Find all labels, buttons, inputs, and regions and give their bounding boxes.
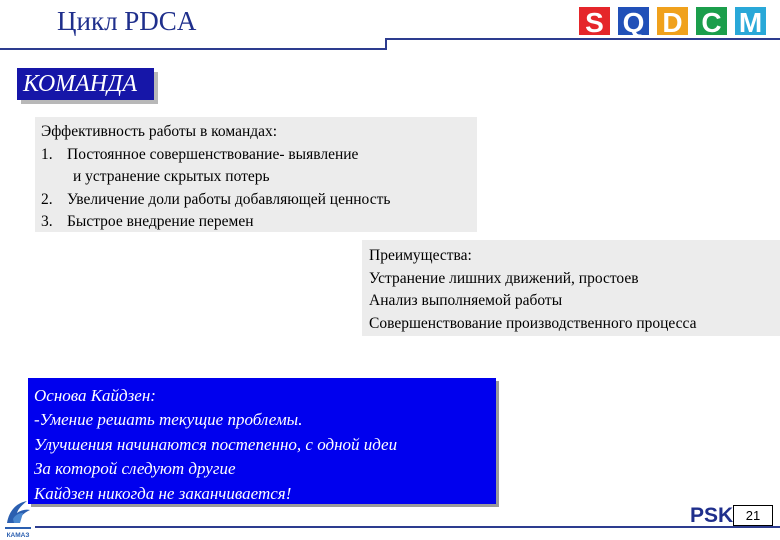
list-item <box>41 144 477 167</box>
list-number: 3. <box>41 213 53 230</box>
kaizen-line: Улучшения начинаются постепенно, с одной идеи <box>34 434 398 454</box>
kaizen-line: Основа Кайдзен: <box>34 386 156 405</box>
letter-d-badge: D <box>655 5 690 37</box>
logo-lettering: КАМАЗ <box>6 532 30 539</box>
kaizen-line: -Умение решать текущие проблемы. <box>34 410 303 430</box>
kaizen-box <box>28 378 496 504</box>
kamaz-logo-icon <box>3 497 33 539</box>
kaizen-line: Кайдзен никогда не заканчивается! <box>34 483 292 503</box>
list-number: 2. <box>41 190 53 208</box>
advantages-line: Устранение лишних движений, простоев <box>369 269 639 287</box>
letter-c-badge: C <box>694 5 729 37</box>
letter-s-badge: S <box>577 5 612 37</box>
letter-m-badge: M <box>733 5 768 37</box>
list-text: Постоянное совершенствование- выявление <box>67 145 359 163</box>
list-item-continuation: и устранение скрытых потерь <box>73 168 270 185</box>
list-text: Увеличение доли работы добавляющей ценность <box>67 190 391 208</box>
list-text: Быстрое внедрение перемен <box>67 213 254 230</box>
psk-brand: PSK <box>690 504 734 527</box>
advantages-heading: Преимущества: <box>369 247 472 264</box>
list-number: 1. <box>41 145 53 163</box>
team-label: КОМАНДА <box>17 68 154 100</box>
advantages-line: Анализ выполняемой работы <box>369 292 563 309</box>
advantages-box <box>362 240 780 336</box>
footer-divider <box>35 526 780 528</box>
kaizen-line: За которой следуют другие <box>34 459 236 479</box>
slide-title: Цикл PDCA <box>57 6 197 36</box>
header-divider-left <box>0 48 385 50</box>
page-number: 21 <box>733 505 773 526</box>
list-item <box>41 211 477 234</box>
efficiency-heading: Эффективность работы в командах: <box>41 123 278 140</box>
efficiency-box <box>35 117 477 232</box>
list-item <box>41 189 477 212</box>
sqdcm-badges <box>577 5 768 37</box>
advantages-line: Совершенствование производственного процесса <box>369 314 697 332</box>
letter-q-badge: Q <box>616 5 651 37</box>
